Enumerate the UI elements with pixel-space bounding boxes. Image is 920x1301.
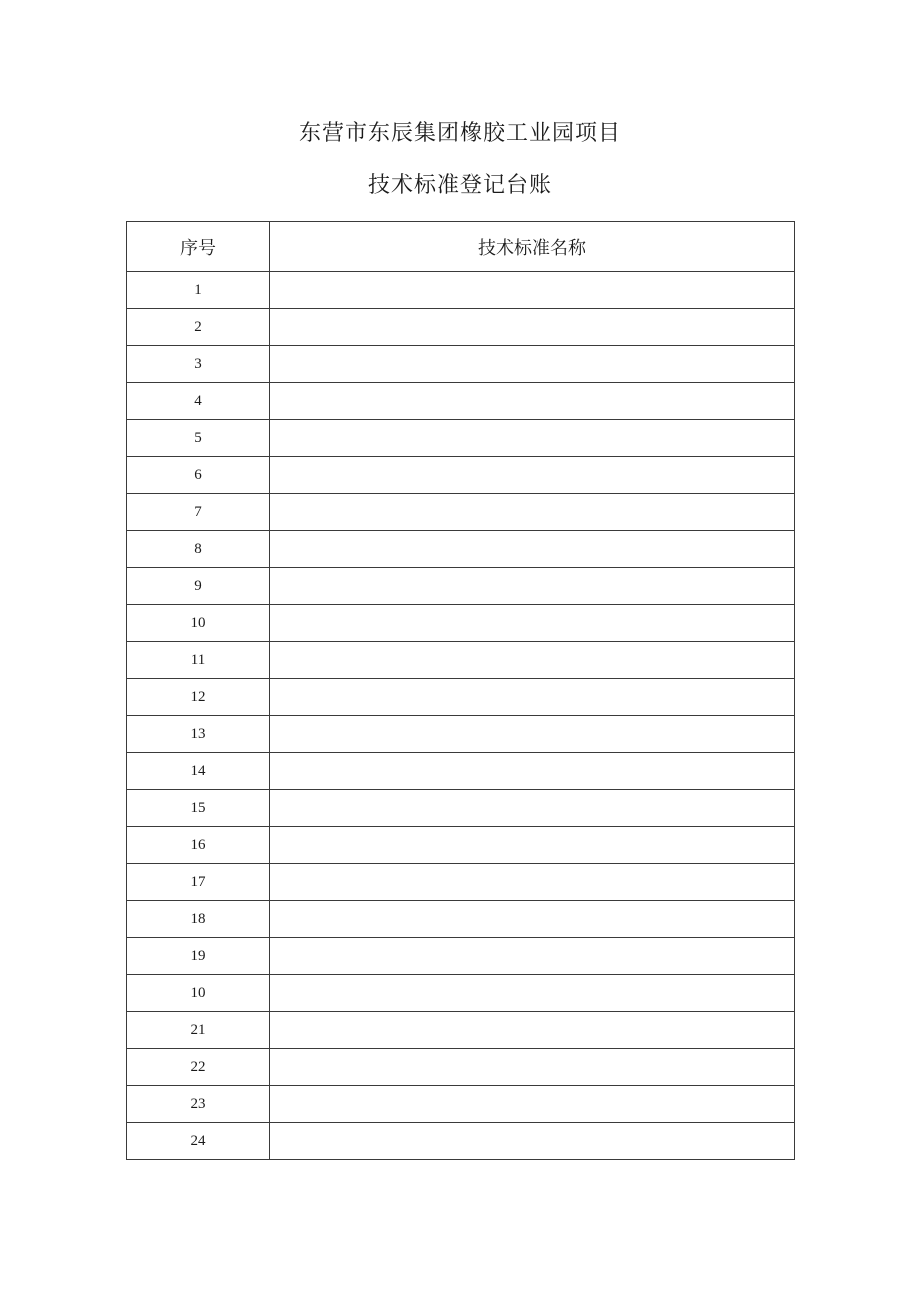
row-standard-name-cell bbox=[270, 531, 795, 568]
row-serial-number: 21 bbox=[127, 1012, 270, 1049]
table-row bbox=[127, 827, 795, 864]
row-serial-number: 13 bbox=[127, 716, 270, 753]
row-standard-name-cell bbox=[270, 1086, 795, 1123]
row-serial-number: 19 bbox=[127, 938, 270, 975]
table-row bbox=[127, 642, 795, 679]
row-standard-name-cell bbox=[270, 901, 795, 938]
row-serial-number: 8 bbox=[127, 531, 270, 568]
row-serial-number: 10 bbox=[127, 975, 270, 1012]
row-standard-name-cell bbox=[270, 457, 795, 494]
table-row bbox=[127, 309, 795, 346]
row-serial-number: 17 bbox=[127, 864, 270, 901]
row-standard-name-cell bbox=[270, 494, 795, 531]
table-row bbox=[127, 975, 795, 1012]
row-standard-name-cell bbox=[270, 383, 795, 420]
table-row bbox=[127, 1012, 795, 1049]
row-serial-number: 10 bbox=[127, 605, 270, 642]
table-row bbox=[127, 790, 795, 827]
row-standard-name-cell bbox=[270, 568, 795, 605]
table-row bbox=[127, 531, 795, 568]
row-standard-name-cell bbox=[270, 642, 795, 679]
row-standard-name-cell bbox=[270, 605, 795, 642]
row-serial-number: 22 bbox=[127, 1049, 270, 1086]
row-serial-number: 16 bbox=[127, 827, 270, 864]
row-serial-number: 15 bbox=[127, 790, 270, 827]
row-standard-name-cell bbox=[270, 346, 795, 383]
table-row bbox=[127, 1123, 795, 1160]
table-row bbox=[127, 679, 795, 716]
row-serial-number: 6 bbox=[127, 457, 270, 494]
document-title: 东营市东辰集团橡胶工业园项目 bbox=[298, 121, 621, 146]
table-body bbox=[127, 272, 795, 1160]
row-serial-number: 24 bbox=[127, 1123, 270, 1160]
table-row bbox=[127, 272, 795, 309]
row-serial-number: 23 bbox=[127, 1086, 270, 1123]
table-row bbox=[127, 494, 795, 531]
table-row bbox=[127, 901, 795, 938]
row-standard-name-cell bbox=[270, 716, 795, 753]
row-standard-name-cell bbox=[270, 1123, 795, 1160]
row-serial-number: 7 bbox=[127, 494, 270, 531]
table-row bbox=[127, 938, 795, 975]
row-serial-number: 18 bbox=[127, 901, 270, 938]
row-serial-number: 9 bbox=[127, 568, 270, 605]
row-serial-number: 12 bbox=[127, 679, 270, 716]
row-serial-number: 5 bbox=[127, 420, 270, 457]
table-row bbox=[127, 716, 795, 753]
row-standard-name-cell bbox=[270, 753, 795, 790]
table-row bbox=[127, 753, 795, 790]
row-standard-name-cell bbox=[270, 420, 795, 457]
table-row bbox=[127, 605, 795, 642]
row-standard-name-cell bbox=[270, 975, 795, 1012]
column-header-serial-number: 序号 bbox=[127, 222, 270, 272]
row-serial-number: 4 bbox=[127, 383, 270, 420]
row-standard-name-cell bbox=[270, 1012, 795, 1049]
row-standard-name-cell bbox=[270, 679, 795, 716]
row-standard-name-cell bbox=[270, 309, 795, 346]
standards-ledger-table bbox=[126, 221, 795, 1160]
table-row bbox=[127, 420, 795, 457]
row-standard-name-cell bbox=[270, 272, 795, 309]
row-standard-name-cell bbox=[270, 1049, 795, 1086]
table-row bbox=[127, 457, 795, 494]
row-serial-number: 1 bbox=[127, 272, 270, 309]
table-row bbox=[127, 568, 795, 605]
row-serial-number: 3 bbox=[127, 346, 270, 383]
row-standard-name-cell bbox=[270, 938, 795, 975]
row-serial-number: 14 bbox=[127, 753, 270, 790]
table-row bbox=[127, 1086, 795, 1123]
table-row bbox=[127, 864, 795, 901]
row-standard-name-cell bbox=[270, 864, 795, 901]
row-standard-name-cell bbox=[270, 827, 795, 864]
row-serial-number: 11 bbox=[127, 642, 270, 679]
document-subtitle: 技术标准登记台账 bbox=[367, 173, 552, 198]
table-row bbox=[127, 383, 795, 420]
row-serial-number: 2 bbox=[127, 309, 270, 346]
column-header-standard-name: 技术标准名称 bbox=[270, 222, 795, 272]
table-row bbox=[127, 346, 795, 383]
table-row bbox=[127, 1049, 795, 1086]
table-header-row bbox=[127, 222, 795, 272]
row-standard-name-cell bbox=[270, 790, 795, 827]
